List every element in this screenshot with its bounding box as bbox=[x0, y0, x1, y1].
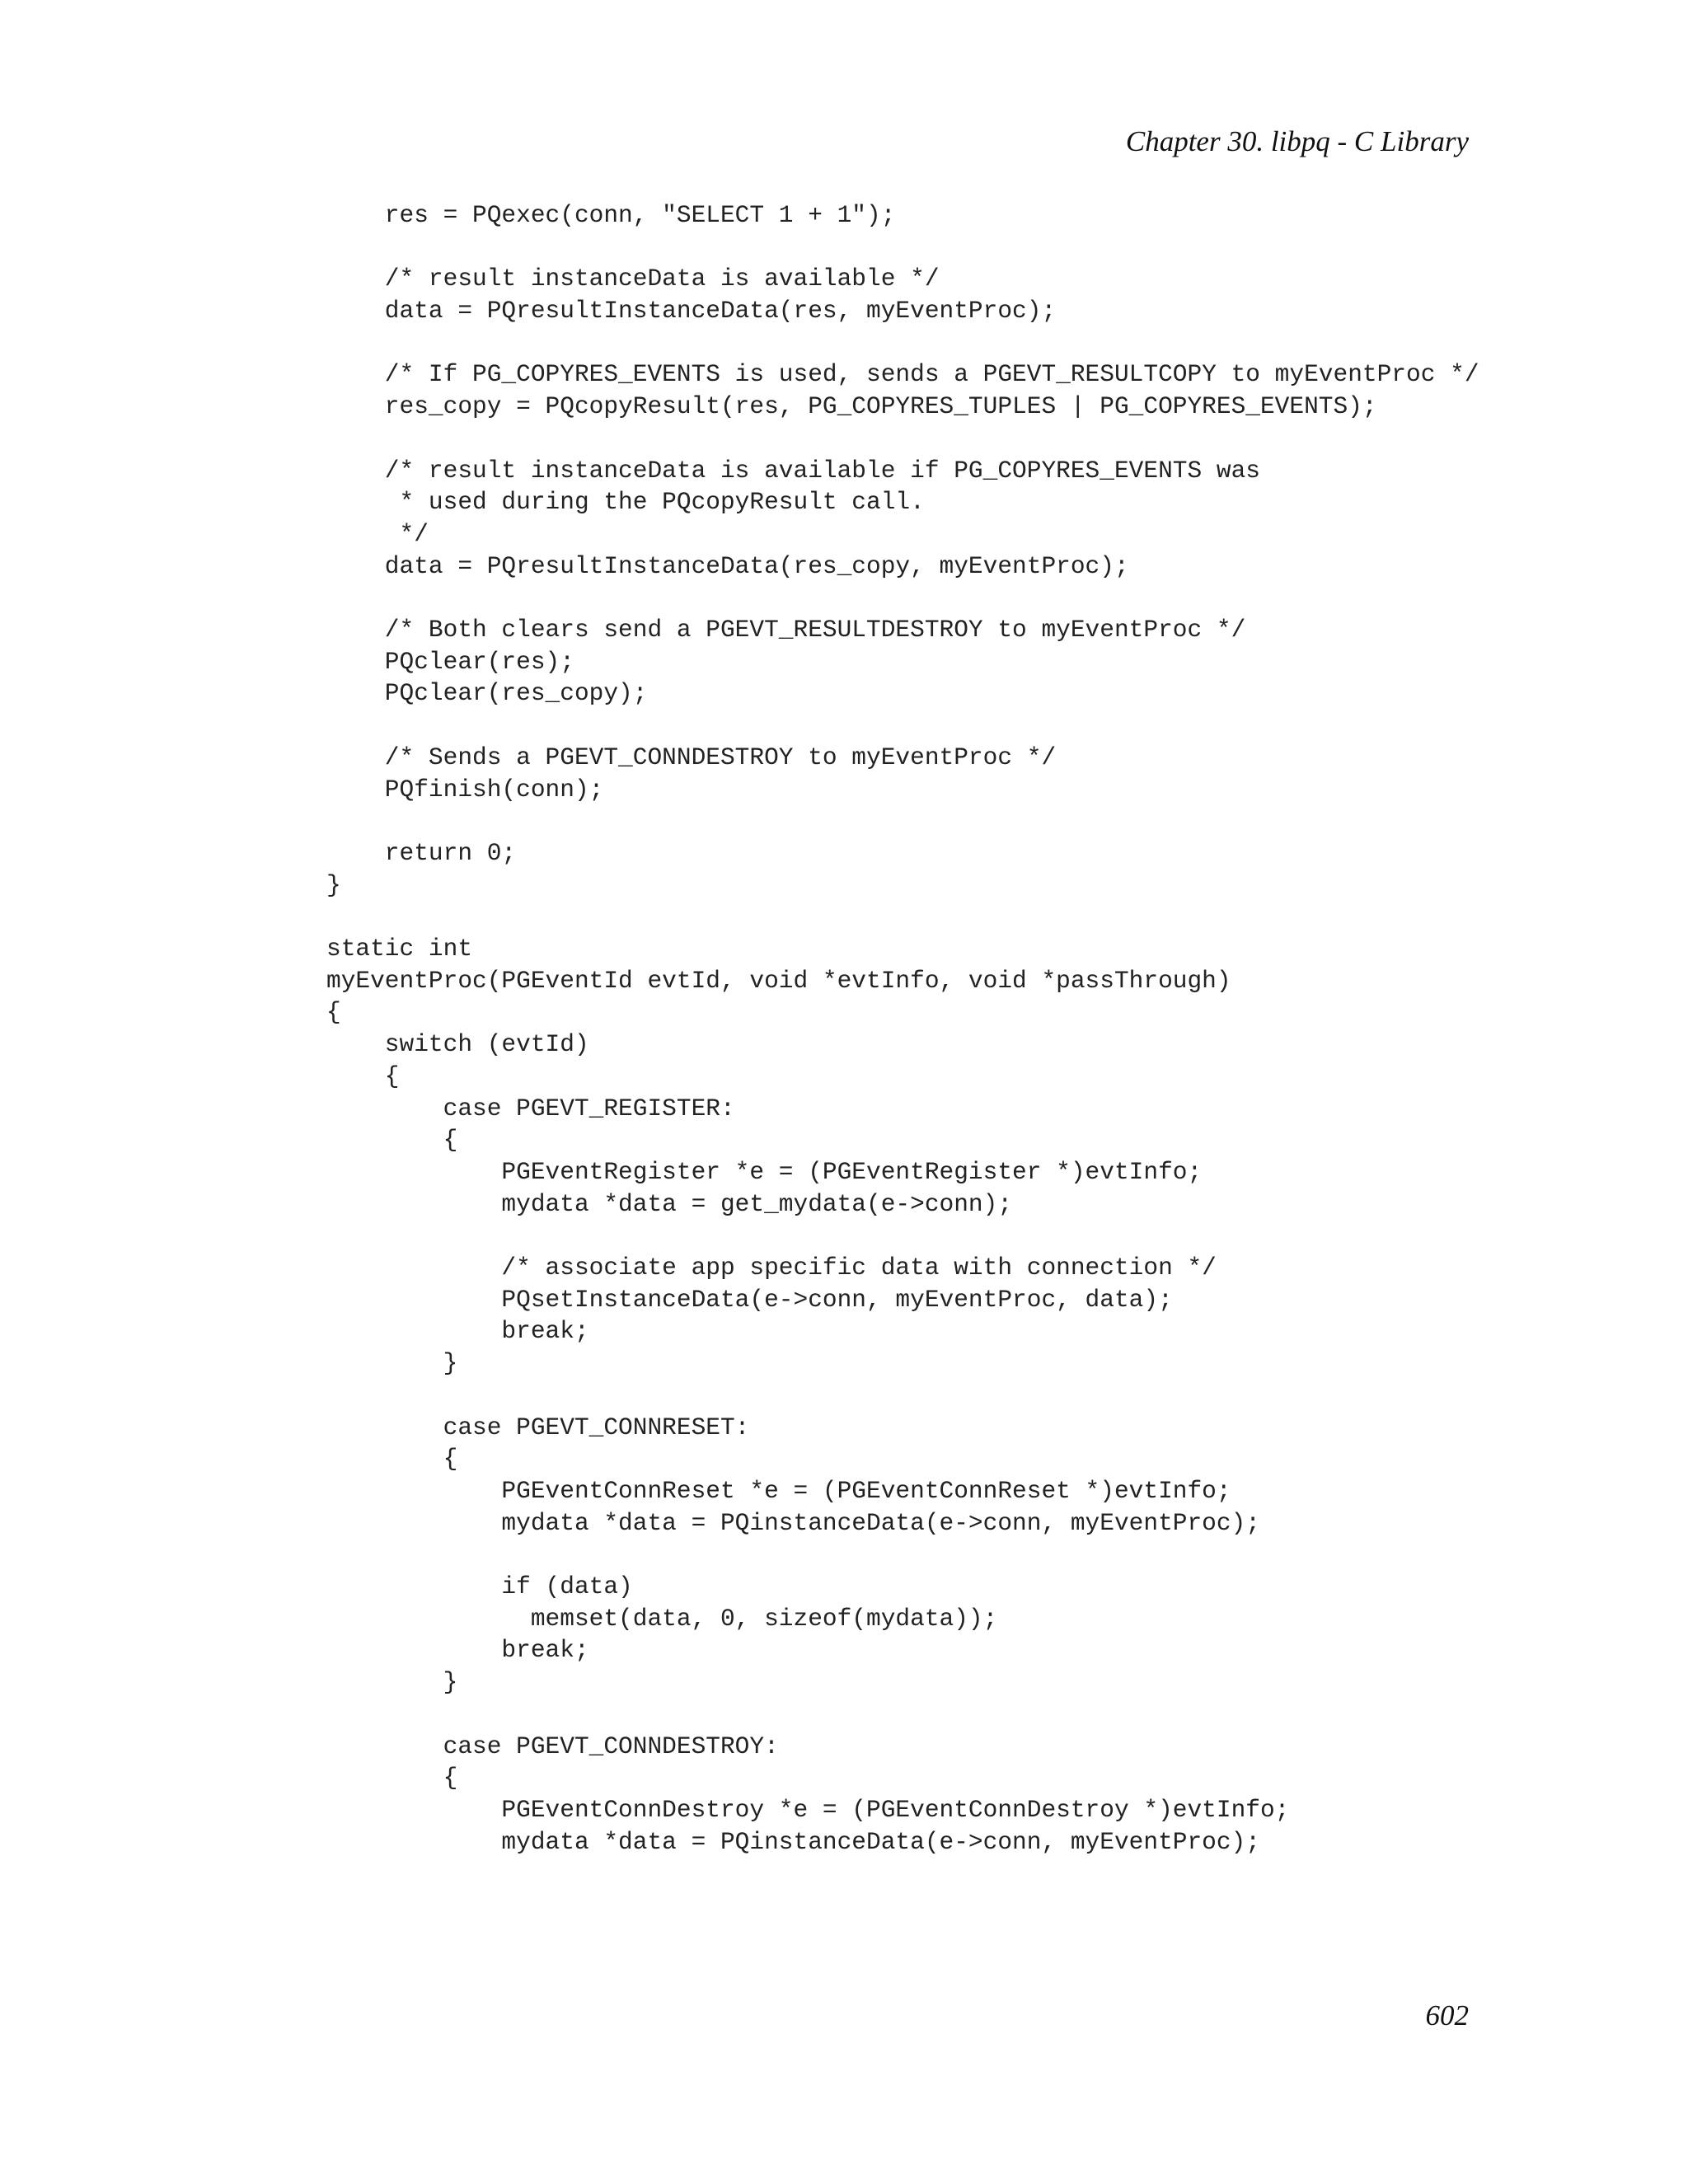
code-line bbox=[326, 1699, 1479, 1731]
code-line: case PGEVT_CONNRESET: bbox=[326, 1413, 750, 1441]
code-line: /* result instanceData is available if PG_COPYRES_EVENTS was bbox=[326, 456, 1260, 485]
page-number: 602 bbox=[1425, 1999, 1469, 2032]
code-line: case PGEVT_CONNDESTROY: bbox=[326, 1732, 779, 1760]
code-line: PQfinish(conn); bbox=[326, 775, 604, 804]
code-line: if (data) bbox=[326, 1572, 633, 1601]
code-line: PQclear(res); bbox=[326, 647, 574, 676]
code-line: { bbox=[326, 998, 341, 1027]
code-line bbox=[326, 1380, 1479, 1412]
code-line: PGEventConnReset *e = (PGEventConnReset *)evtInfo; bbox=[326, 1476, 1231, 1505]
code-line: } bbox=[326, 870, 341, 899]
code-line: { bbox=[326, 1126, 458, 1155]
code-line: data = PQresultInstanceData(res_copy, myEventProc); bbox=[326, 551, 1129, 580]
code-line: data = PQresultInstanceData(res, myEventProc); bbox=[326, 297, 1057, 326]
code-line bbox=[326, 1220, 1479, 1252]
code-line bbox=[326, 423, 1479, 455]
code-line: mydata *data = get_mydata(e->conn); bbox=[326, 1189, 1013, 1218]
code-line: PQsetInstanceData(e->conn, myEventProc, data); bbox=[326, 1285, 1173, 1314]
code-line bbox=[326, 710, 1479, 742]
code-line: break; bbox=[326, 1317, 589, 1346]
code-line: myEventProc(PGEventId evtId, void *evtInfo, void *passThrough) bbox=[326, 966, 1231, 995]
code-line: { bbox=[326, 1764, 458, 1793]
code-line: PQclear(res_copy); bbox=[326, 679, 648, 708]
code-line: { bbox=[326, 1445, 458, 1474]
code-line: /* associate app specific data with connection */ bbox=[326, 1254, 1217, 1282]
code-line: PGEventRegister *e = (PGEventRegister *)evtInfo; bbox=[326, 1157, 1203, 1186]
code-line: return 0; bbox=[326, 838, 517, 867]
code-line bbox=[326, 1539, 1479, 1571]
code-line bbox=[326, 582, 1479, 614]
code-line bbox=[326, 805, 1479, 837]
code-line: switch (evtId) bbox=[326, 1030, 589, 1059]
code-line: * used during the PQcopyResult call. bbox=[326, 488, 925, 517]
code-line: res_copy = PQcopyResult(res, PG_COPYRES_TUPLES | PG_COPYRES_EVENTS); bbox=[326, 392, 1377, 421]
code-line: /* result instanceData is available */ bbox=[326, 265, 940, 293]
code-line: static int bbox=[326, 935, 473, 963]
code-line: } bbox=[326, 1349, 458, 1378]
code-line: memset(data, 0, sizeof(mydata)); bbox=[326, 1604, 998, 1633]
chapter-header: Chapter 30. libpq - C Library bbox=[1125, 125, 1469, 157]
code-line: /* Sends a PGEVT_CONNDESTROY to myEventProc */ bbox=[326, 743, 1057, 771]
code-line bbox=[326, 327, 1479, 359]
code-line: break; bbox=[326, 1636, 589, 1665]
code-line: mydata *data = PQinstanceData(e->conn, myEventProc); bbox=[326, 1508, 1260, 1537]
code-line: res = PQexec(conn, "SELECT 1 + 1"); bbox=[326, 201, 896, 229]
code-line bbox=[326, 901, 1479, 933]
code-listing bbox=[326, 199, 1479, 1858]
code-line: mydata *data = PQinstanceData(e->conn, myEventProc); bbox=[326, 1827, 1260, 1856]
code-line: { bbox=[326, 1062, 400, 1090]
code-line bbox=[326, 232, 1479, 264]
code-line: } bbox=[326, 1668, 458, 1697]
code-line: */ bbox=[326, 519, 429, 548]
code-line: case PGEVT_REGISTER: bbox=[326, 1094, 735, 1122]
code-line: PGEventConnDestroy *e = (PGEventConnDestroy *)evtInfo; bbox=[326, 1795, 1290, 1824]
code-line: /* Both clears send a PGEVT_RESULTDESTROY to myEventProc */ bbox=[326, 616, 1246, 644]
code-line: /* If PG_COPYRES_EVENTS is used, sends a PGEVT_RESULTCOPY to myEventProc */ bbox=[326, 360, 1479, 389]
